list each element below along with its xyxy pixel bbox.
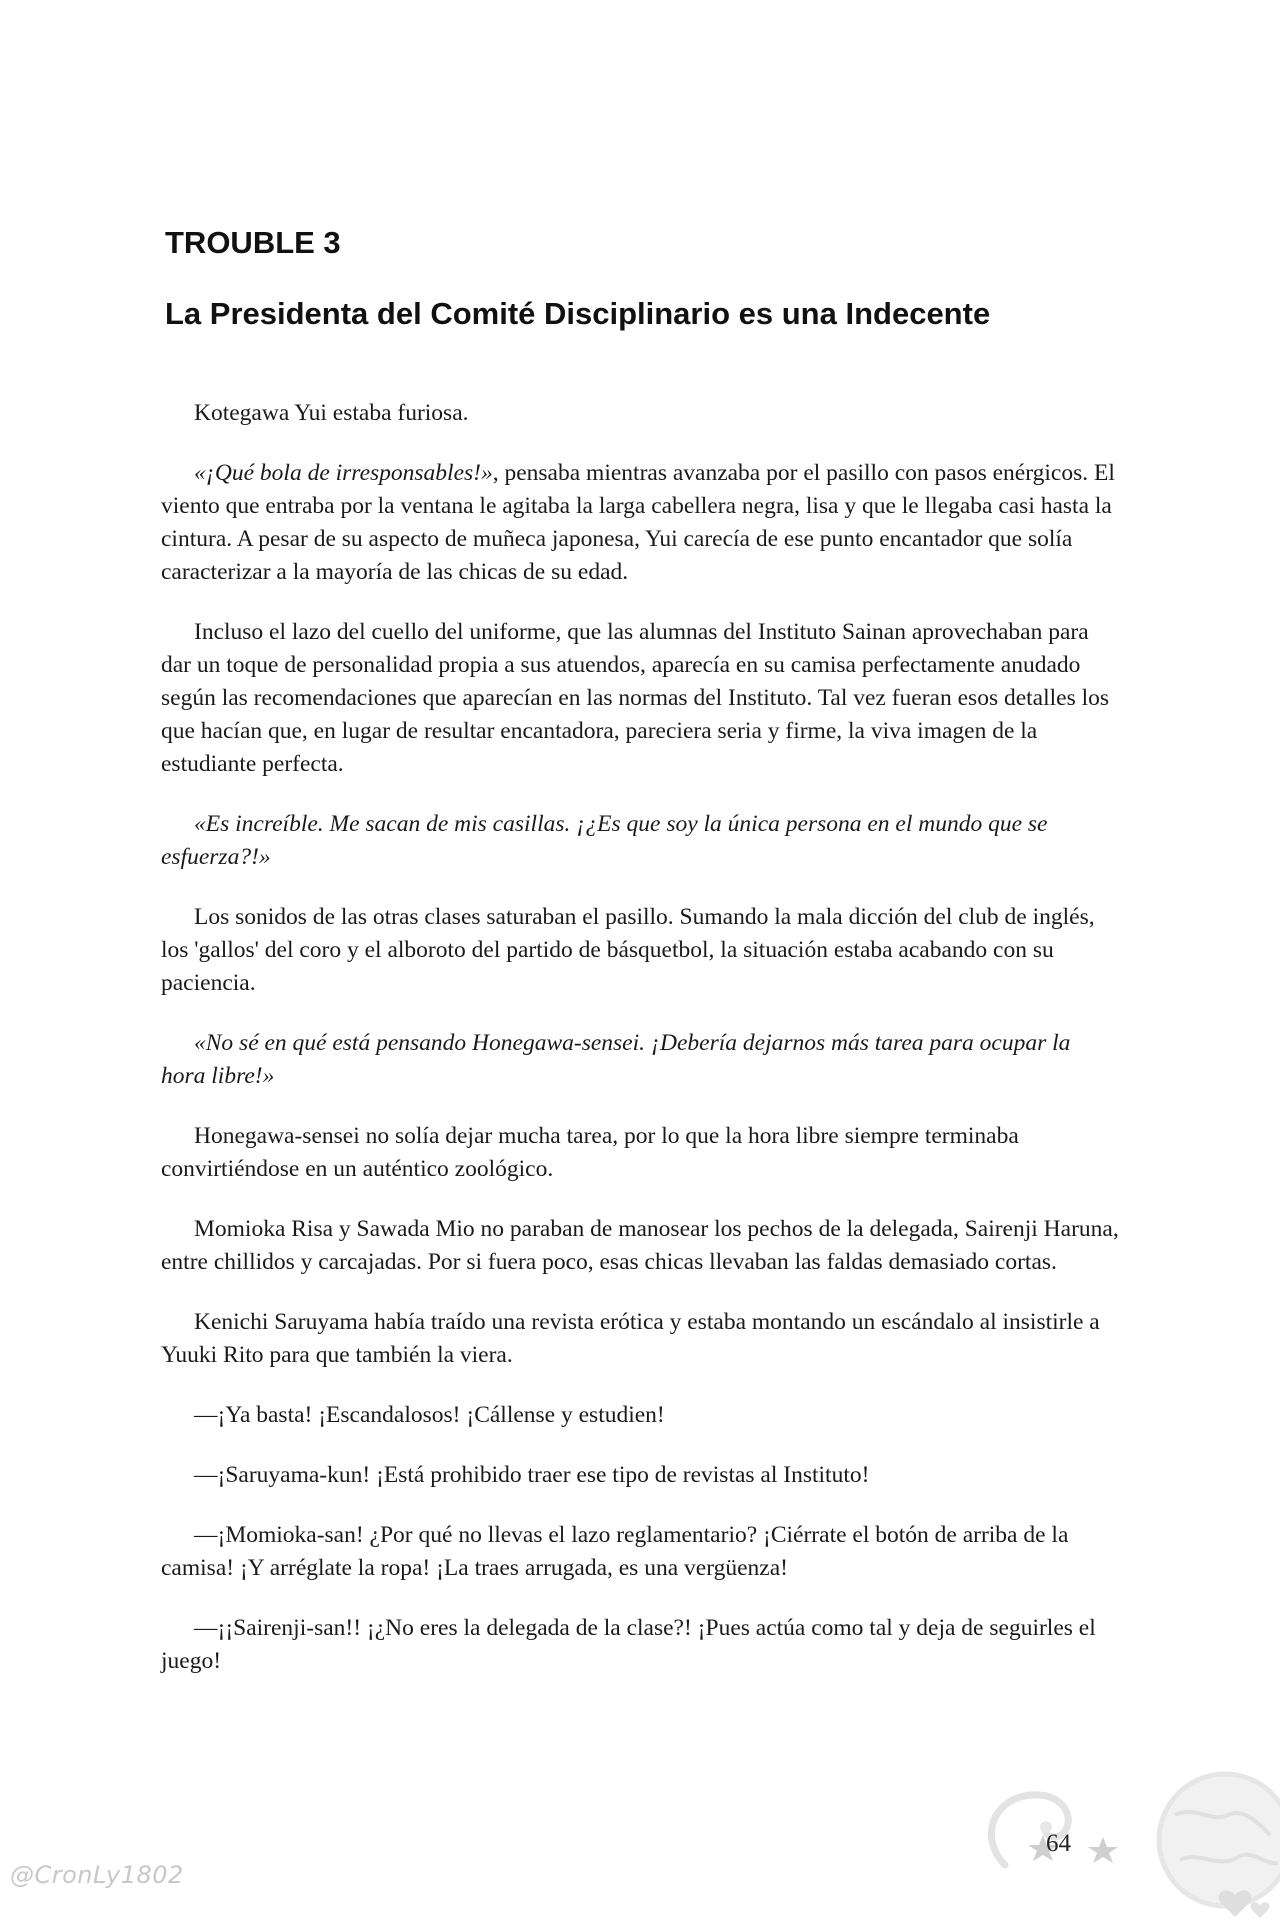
paragraph: Honegawa-sensei no solía dejar mucha tarea, por lo que la hora libre siempre terminaba convirtiéndose en un auténtico zoológico. bbox=[161, 1123, 1019, 1182]
dialogue-line: —¡Ya basta! ¡Escandalosos! ¡Cállense y estudien! bbox=[194, 1402, 665, 1428]
paragraph: «¡Qué bola de irresponsables!», pensaba mientras avanzaba por el pasillo con pasos enérgicos. El viento que entraba por la ventana le agitaba la larga cabellera negra, lisa y que le llegaba casi hasta la cintura. A pesar de su aspecto de muñeca japonesa, Yui carecía de ese punto encantador que solía caracterizar a la mayoría de las chicas de su edad. bbox=[161, 460, 1115, 585]
paragraph: Kenichi Saruyama había traído una revista erótica y estaba montando un escándalo al insistirle a Yuuki Rito para que también la viera. bbox=[161, 1309, 1100, 1368]
thought-quote: «¡Qué bola de irresponsables!» bbox=[194, 460, 493, 486]
paragraph: Los sonidos de las otras clases saturaban el pasillo. Sumando la mala dicción del club de inglés, los 'gallos' del coro y el alboroto del partido de básquetbol, la situación estaba acabando con su paciencia. bbox=[161, 904, 1095, 996]
page-number: 64 bbox=[1046, 1830, 1071, 1857]
star-moon-ornament-icon bbox=[960, 1745, 1280, 1922]
thought-paragraph: «Es increíble. Me sacan de mis casillas. ¡¿Es que soy la única persona en el mundo que se esfuerza?!» bbox=[161, 811, 1048, 870]
paragraph: Incluso el lazo del cuello del uniforme, que las alumnas del Instituto Sainan aprovechaban para dar un toque de personalidad propia a sus atuendos, aparecía en su camisa perfectamente anudado según las recomendaciones que aparecían en las normas del Instituto. Tal vez fueran esos detalles los que hacían que, en lugar de resultar encantadora, pareciera seria y firme, la viva imagen de la estudiante perfecta. bbox=[161, 619, 1110, 777]
paragraph: Kotegawa Yui estaba furiosa. bbox=[194, 400, 469, 426]
dialogue-line: —¡Momioka-san! ¿Por qué no llevas el lazo reglamentario? ¡Ciérrate el botón de arriba de la camisa! ¡Y arréglate la ropa! ¡La traes arrugada, es una vergüenza! bbox=[161, 1522, 1069, 1581]
dialogue-line: —¡¡Sairenji-san!! ¡¿No eres la delegada de la clase?! ¡Pues actúa como tal y deja de seguirles el juego! bbox=[161, 1615, 1096, 1674]
chapter-label: TROUBLE 3 bbox=[165, 225, 341, 260]
paragraph: Momioka Risa y Sawada Mio no paraban de manosear los pechos de la delegada, Sairenji Haruna, entre chillidos y carcajadas. Por si fuera poco, esas chicas llevaban las faldas demasiado cortas. bbox=[161, 1216, 1119, 1275]
watermark: @CronLy1802 bbox=[10, 1861, 184, 1889]
thought-paragraph: «No sé en qué está pensando Honegawa-sensei. ¡Debería dejarnos más tarea para ocupar la hora libre!» bbox=[161, 1030, 1071, 1089]
body-text bbox=[161, 397, 1119, 1705]
dialogue-line: —¡Saruyama-kun! ¡Está prohibido traer ese tipo de revistas al Instituto! bbox=[194, 1462, 870, 1488]
chapter-title: La Presidenta del Comité Disciplinario es una Indecente bbox=[165, 296, 991, 331]
